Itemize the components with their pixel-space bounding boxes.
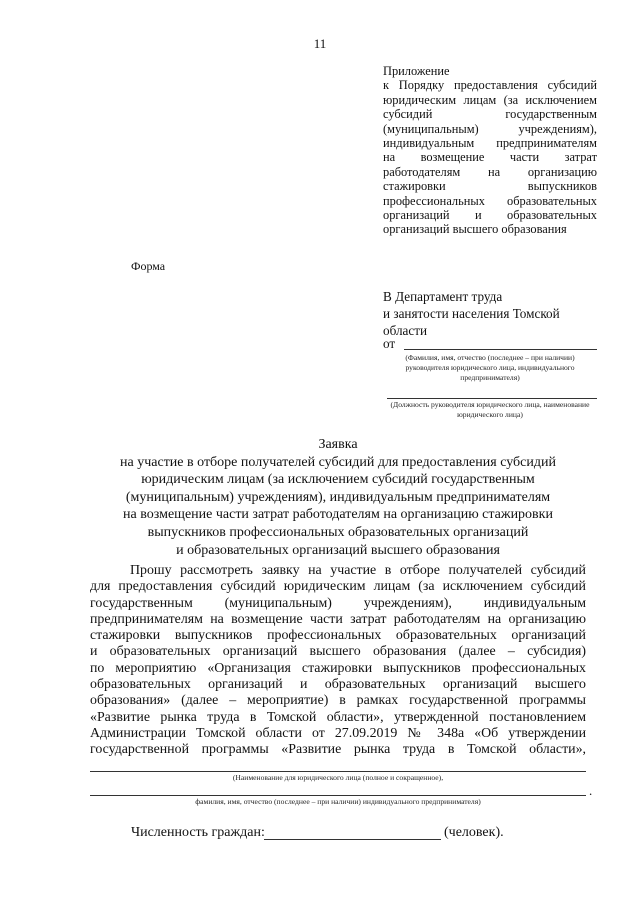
appendix-line: организаций высшего образования — [383, 222, 567, 237]
citizens-count-label: Численность граждан: — [131, 825, 265, 840]
citizens-count-row — [131, 825, 531, 843]
appendix-line: работодателям на организацию — [383, 164, 597, 179]
body-paragraph — [90, 563, 586, 759]
caption-org-name: (Наименование для юридического лица (полное и сокращенное), — [232, 773, 444, 782]
body-line: Администрации Томской области от 27.09.2019 № 348а «Об утверждении — [90, 725, 586, 741]
title-heading: Заявка — [318, 437, 358, 452]
title-line: юридическим лицам (за исключением субсидий государственным — [141, 472, 535, 488]
appendix-line: профессиональных образовательных — [383, 193, 597, 208]
appendix-line: Приложение — [383, 64, 450, 78]
trailing-dot: . — [589, 783, 593, 798]
body-line: для предоставления субсидий юридическим лицам (за исключением субсидий — [90, 579, 586, 595]
appendix-block — [383, 64, 597, 237]
appendix-line: индивидуальным предпринимателям — [383, 136, 597, 151]
recipient-block — [383, 288, 613, 339]
body-line: государственной программы «Развитие рынка труда в Томской области», — [90, 742, 586, 758]
body-line: «Развитие рынка труда в Томской области», утвержденной постановлением — [90, 709, 586, 725]
body-line: и образовательных организаций высшего образования (далее – субсидия) — [90, 644, 586, 660]
title-line: и образовательных организаций высшего образования — [176, 542, 500, 558]
body-line: Прошу рассмотреть заявку на участие в отборе получателей субсидий — [130, 563, 586, 578]
appendix-line: организаций и образовательных — [383, 208, 597, 223]
appendix-line: (муниципальным) учреждениям), — [383, 121, 597, 136]
body-line: стажировки выпускников профессиональных образовательных организаций — [90, 628, 586, 644]
appendix-line: стажировки выпускников — [383, 179, 597, 194]
caption-fio: (Фамилия, имя, отчество (последнее – при наличии) руководителя юридического лица, индивидуального предпринимателя) — [405, 353, 575, 382]
body-line: образования» (далее – мероприятие) в рамках государственной программы — [90, 693, 586, 709]
body-line: предпринимателям на возмещение части затрат работодателям на организацию — [90, 611, 586, 627]
citizens-count-blank[interactable] — [264, 839, 441, 840]
entrepreneur-blank-line[interactable] — [90, 795, 586, 796]
caption-entrepreneur: фамилия, имя, отчество (последнее – при наличии) индивидуального предпринимателя) — [195, 797, 481, 806]
title-line: выпускников профессиональных образовательных организаций — [147, 524, 529, 540]
from-blank-line[interactable] — [404, 349, 597, 350]
body-line: государственным (муниципальным) учреждениям), индивидуальным — [90, 595, 586, 611]
appendix-line: на возмещение части затрат — [383, 150, 597, 165]
form-label: Форма — [131, 259, 166, 273]
body-line: по мероприятию «Организация стажировки выпускников профессиональных — [90, 660, 586, 676]
from-label: от — [383, 336, 396, 351]
application-title — [90, 436, 586, 559]
body-line: образовательных организаций и образовательных организаций высшего — [90, 677, 586, 693]
caption-position: (Должность руководителя юридического лица, наименование юридического лица) — [390, 400, 590, 419]
title-line: на участие в отборе получателей субсидий для предоставления субсидий — [120, 454, 556, 470]
recipient-line: области — [383, 323, 428, 338]
recipient-line: и занятости населения Томской — [383, 306, 560, 321]
appendix-line: юридическим лицам (за исключением — [383, 92, 597, 107]
title-line: на возмещение части затрат работодателям на организацию стажировки — [123, 507, 553, 523]
org-name-blank-line[interactable] — [90, 771, 586, 772]
from-row — [383, 336, 597, 353]
appendix-line: субсидий государственным — [383, 107, 597, 122]
citizens-count-unit: (человек). — [444, 825, 504, 840]
position-blank-line[interactable] — [387, 398, 597, 399]
page-number: 11 — [313, 36, 327, 51]
recipient-line: В Департамент труда — [383, 289, 503, 304]
title-line: (муниципальным) учреждениям), индивидуальным предпринимателям — [125, 489, 551, 505]
appendix-line: к Порядку предоставления субсидий — [383, 78, 597, 93]
